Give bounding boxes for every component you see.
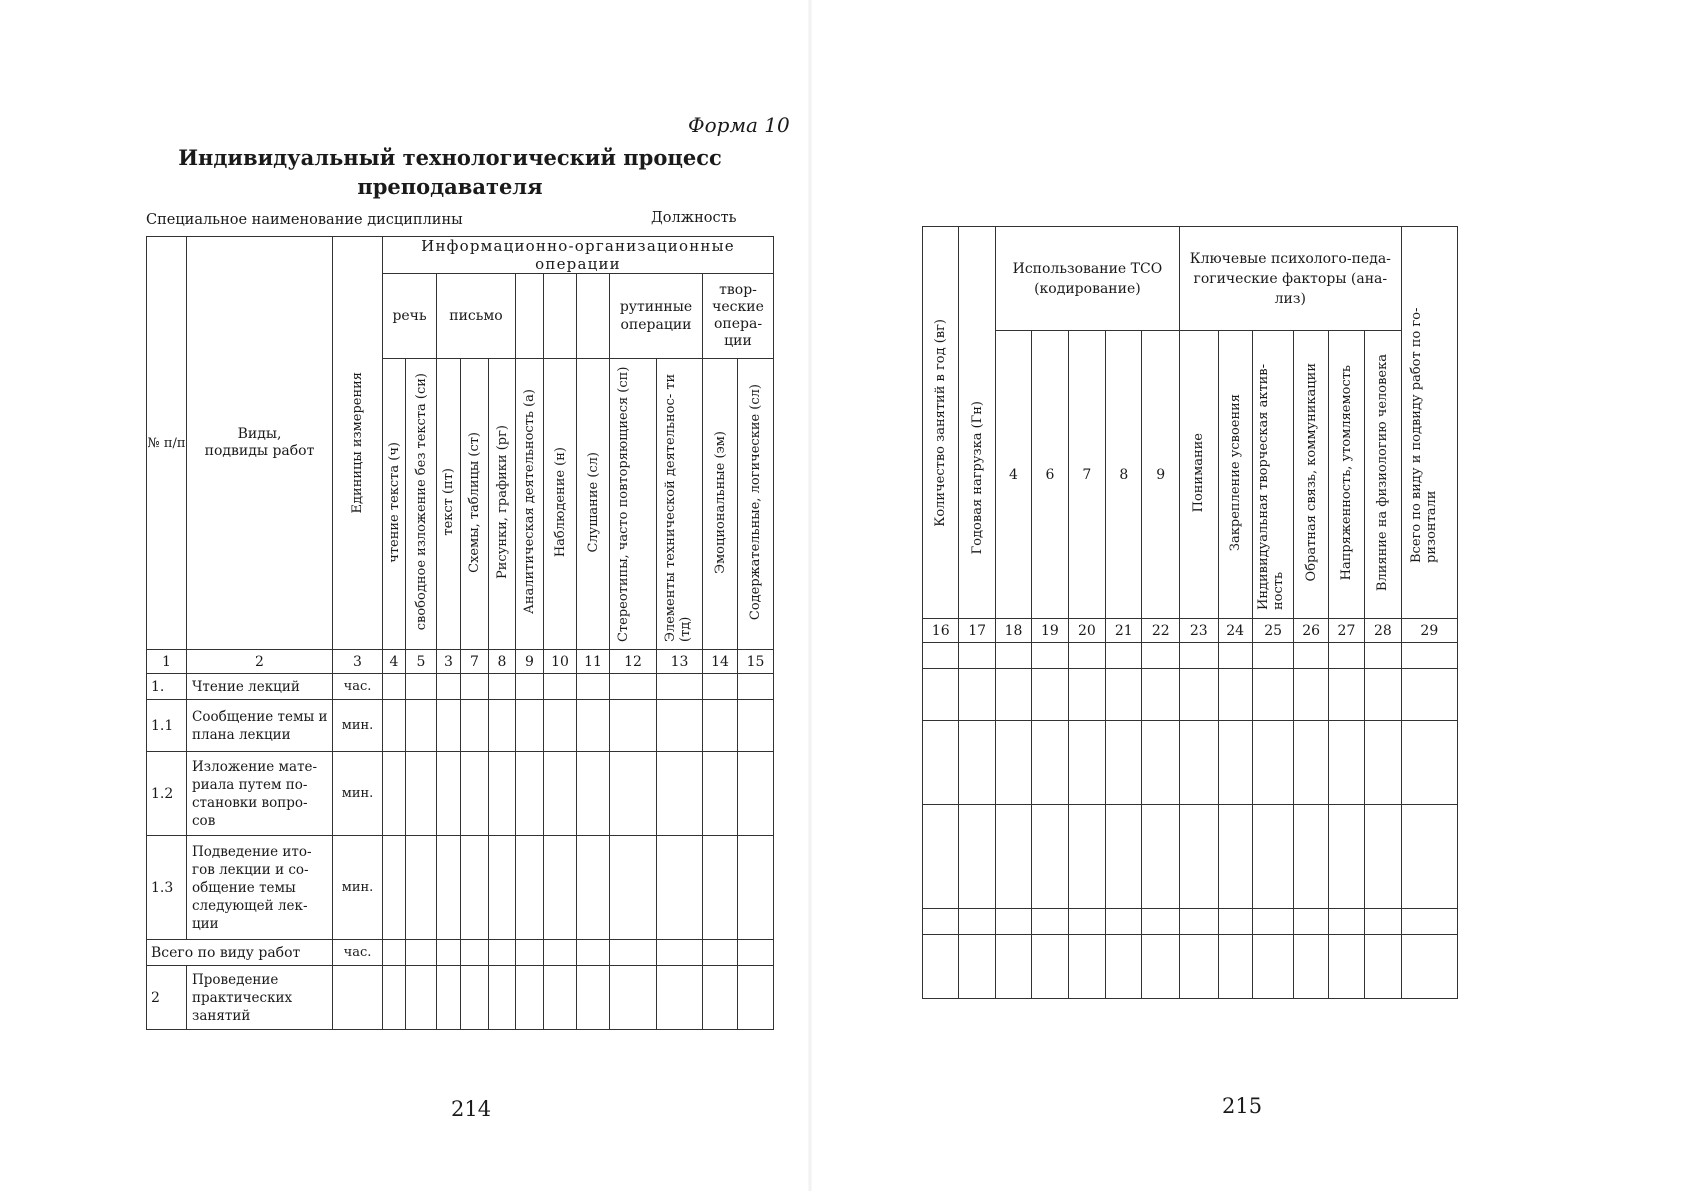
header-tso: Использование ТСО (кодирование) — [995, 227, 1179, 331]
tso-col-7: 7 — [1068, 331, 1105, 619]
tso-col-8: 8 — [1106, 331, 1142, 619]
page-number-right: 215 — [1222, 1094, 1263, 1118]
title-line-2: преподавателя — [357, 174, 543, 199]
col-feedback: Обратная связь, коммуникации — [1294, 331, 1328, 619]
col-listening: Слушание (сл) — [577, 359, 610, 650]
header-annual-load: Годовая нагрузка (Гн) — [959, 227, 995, 619]
header-total-horizontal: Всего по виду и подвиду работ по го- ризонтали — [1401, 227, 1457, 619]
table-row: 1. Чтение лекций час. — [147, 674, 774, 700]
right-page — [822, 0, 1684, 1191]
table-row — [923, 935, 1458, 999]
header-num: № п/п — [147, 237, 187, 650]
process-table-right — [922, 226, 1458, 999]
col-physiology: Влияние на физиологию человека — [1365, 331, 1401, 619]
col-analytic: Аналитическая деятельность (а) — [516, 359, 544, 650]
header-units: Единицы измерения — [333, 237, 383, 650]
header-empty-3 — [577, 274, 610, 359]
col-text: текст (пт) — [437, 359, 461, 650]
position-label: Должность — [651, 210, 737, 226]
table-row: 2 Проведение практических занятий — [147, 966, 774, 1030]
col-reading-text: чтение текста (ч) — [383, 359, 406, 650]
table-row — [923, 669, 1458, 721]
table-row — [923, 909, 1458, 935]
col-stereotypes: Стереотипы, часто повторяющиеся (сп) — [610, 359, 657, 650]
col-understanding: Понимание — [1180, 331, 1219, 619]
table-row — [923, 805, 1458, 909]
form-label: Форма 10 — [688, 113, 790, 137]
col-emotional: Эмоциональные (эм) — [703, 359, 738, 650]
header-psych-factors: Ключевые психолого-педа- гогические факторы (ана- лиз) — [1180, 227, 1402, 331]
header-writing: письмо — [437, 274, 516, 359]
col-creative-activity: Индивидуальная творческая актив- ность — [1252, 331, 1294, 619]
left-page — [0, 0, 820, 1191]
discipline-label: Специальное наименование дисциплины — [146, 212, 463, 228]
tso-col-9: 9 — [1142, 331, 1180, 619]
table-row-total: Всего по виду работ час. — [147, 940, 774, 966]
document-title — [150, 143, 750, 201]
col-drawings: Рисунки, графики (рг) — [489, 359, 516, 650]
process-table-left — [146, 236, 774, 1030]
col-logical: Содержательные, логические (сл) — [738, 359, 774, 650]
header-info-org-ops: Информационно-организационные операции — [383, 237, 774, 274]
col-schemes: Схемы, таблицы (ст) — [461, 359, 489, 650]
header-creative: твор- ческие опера- ции — [703, 274, 774, 359]
table-row: 1.2 Изложение мате- риала путем по- становки вопро- сов мин. — [147, 752, 774, 836]
column-numbers-row: 16 17 18 19 20 21 22 23 24 25 26 27 28 29 — [923, 619, 1458, 643]
title-line-1: Индивидуальный технологический процесс — [178, 145, 722, 170]
col-tension: Напряженность, утомляемость — [1328, 331, 1364, 619]
header-empty-1 — [516, 274, 544, 359]
table-row — [923, 721, 1458, 805]
table-row: 1.1 Сообщение темы и плана лекции мин. — [147, 700, 774, 752]
table-row — [923, 643, 1458, 669]
page-number-left: 214 — [451, 1097, 492, 1121]
col-free-speech: свободное изложение без текста (си) — [406, 359, 437, 650]
col-technical: Элементы технической деятельнос- ти (тд) — [657, 359, 703, 650]
table-row: 1.3 Подведение ито- гов лекции и со- общение темы следующей лек- ции мин. — [147, 836, 774, 940]
header-speech: речь — [383, 274, 437, 359]
header-count-classes: Количество занятий в год (вг) — [923, 227, 959, 619]
header-routine: рутинные операции — [610, 274, 703, 359]
col-observation: Наблюдение (н) — [544, 359, 577, 650]
col-reinforcement: Закрепление усвоения — [1218, 331, 1252, 619]
tso-col-6: 6 — [1032, 331, 1068, 619]
book-gutter — [808, 0, 812, 1191]
header-types: Виды, подвиды работ — [187, 237, 333, 650]
column-numbers-row: 1 2 3 4 5 3 7 8 9 10 11 12 13 14 15 — [147, 650, 774, 674]
header-empty-2 — [544, 274, 577, 359]
tso-col-4: 4 — [995, 331, 1031, 619]
